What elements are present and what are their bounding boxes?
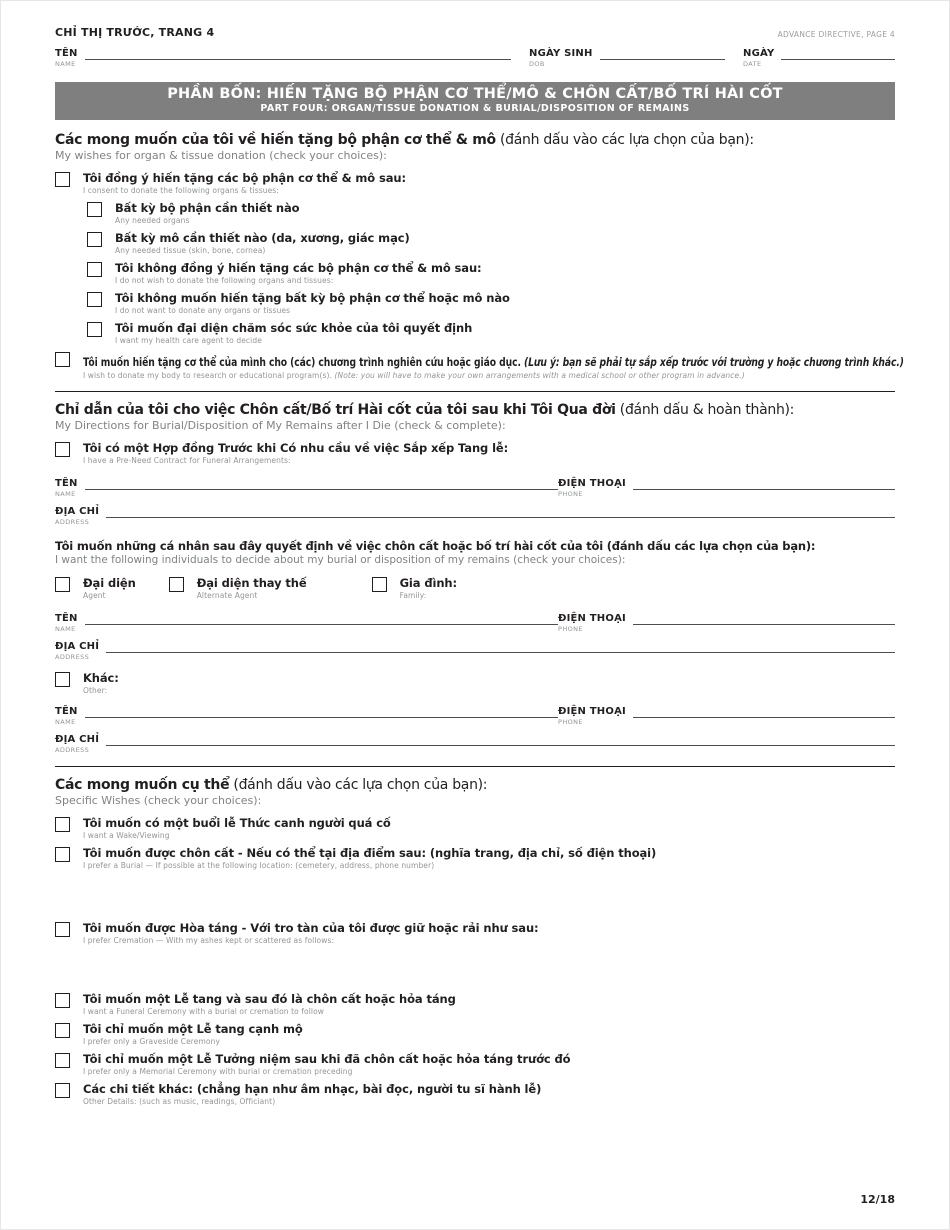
page-title-en: ADVANCE DIRECTIVE, PAGE 4 (777, 30, 895, 39)
family-choice (372, 576, 457, 601)
burial-heading: Chỉ dẫn của tôi cho việc Chôn cất/Bố trí Hài cốt của tôi sau khi Tôi Qua đời (đánh dấu & hoàn thành): (55, 402, 795, 418)
cremation-checkbox[interactable] (55, 922, 70, 937)
option-label-vi: Tôi chỉ muốn một Lễ tang cạnh mộ (83, 1022, 303, 1036)
agent-decide-checkbox[interactable] (87, 322, 102, 337)
option-label-vi: Bất kỳ bộ phận cần thiết nào (115, 201, 300, 215)
choice-label-vi: Đại diện thay thế (196, 576, 307, 590)
address-label-vi: ĐỊA CHỈ (55, 734, 100, 745)
preneed-phone-line[interactable] (633, 478, 895, 490)
funeral-ceremony-checkbox[interactable] (55, 993, 70, 1008)
no-donate-any-checkbox[interactable] (87, 292, 102, 307)
donation-consent-checkbox[interactable] (55, 172, 70, 187)
wishes-heading: Các mong muốn cụ thể (đánh dấu vào các lựa chọn của bạn): (55, 777, 488, 793)
option-label-en: I do not wish to donate the following organs and tissues: (115, 276, 334, 285)
option-label-vi: Tôi chỉ muốn một Lễ Tưởng niệm sau khi đã chôn cất hoặc hỏa táng trước đó (83, 1052, 571, 1066)
phone-label-en: PHONE (558, 625, 583, 633)
option-label-en: I prefer only a Memorial Ceremony with burial or cremation preceding (83, 1067, 353, 1076)
date-label-vi: NGÀY (743, 48, 775, 59)
option-label-en: I want a Wake/Viewing (83, 831, 170, 840)
name-label-vi: TÊN (55, 48, 78, 59)
page-number: 12/18 (860, 1193, 895, 1206)
identity-fields (55, 48, 895, 69)
option-label-vi: Tôi muốn có một buổi lễ Thức canh người quá cố (83, 816, 391, 830)
option-label-en: I consent to donate the following organs & tissues: (83, 186, 279, 195)
choice-label-vi: Đại diện (83, 576, 136, 590)
dob-input-line[interactable] (600, 48, 725, 60)
preneed-name-line[interactable] (85, 478, 558, 490)
name-label-en: NAME (55, 625, 76, 633)
donation-heading-en: My wishes for organ & tissue donation (check your choices): (55, 149, 387, 162)
other-address-line[interactable] (106, 734, 895, 746)
option-label-en: I do not want to donate any organs or tissues (115, 306, 291, 315)
name-label-en: NAME (55, 718, 76, 726)
option-label-en: I have a Pre-Need Contract for Funeral Arrangements: (83, 456, 291, 465)
preneed-contract-option (55, 441, 895, 466)
memorial-option (55, 1052, 895, 1077)
other-name-phone-row (55, 706, 895, 727)
donation-option-consent (55, 171, 895, 196)
donation-options (55, 171, 904, 381)
wishes-options (55, 816, 895, 1107)
other-address-field (55, 734, 895, 755)
decider-choices (55, 576, 895, 601)
address-label-vi: ĐỊA CHỈ (55, 641, 100, 652)
choice-label-en: Alternate Agent (196, 591, 258, 600)
option-label-vi (83, 355, 904, 369)
option-label-vi: Tôi muốn được Hòa táng - Với tro tàn của tôi được giữ hoặc rải như sau: (83, 921, 539, 935)
option-label-en: I want my health care agent to decide (115, 336, 262, 345)
option-label-en: Any needed organs (115, 216, 190, 225)
dob-label-en: DOB (529, 60, 545, 68)
body-donation-note-en: (Note: you will have to make your own arrangements with a medical school or other program in advance.) (334, 371, 745, 380)
other-phone-line[interactable] (633, 706, 895, 718)
burial-checkbox[interactable] (55, 847, 70, 862)
donation-heading: Các mong muốn của tôi về hiến tặng bộ phận cơ thể & mô (đánh dấu vào các lựa chọn của bạn): (55, 132, 754, 148)
other-details-checkbox[interactable] (55, 1083, 70, 1098)
address-label-en: ADDRESS (55, 518, 90, 526)
choice-label-vi: Gia đình: (399, 576, 457, 590)
donation-option-any-tissue (87, 231, 895, 256)
name-label-vi: TÊN (55, 613, 78, 624)
banner-title-en: PART FOUR: ORGAN/TISSUE DONATION & BURIAL/DISPOSITION OF REMAINS (260, 103, 690, 114)
burial-option (55, 846, 895, 871)
body-donation-text-en: I wish to donate my body to research or educational program(s). (83, 371, 335, 380)
body-donation-text: Tôi muốn hiến tặng cơ thể của mình cho (các) chương trình nghiên cứu hoặc giáo dục. (83, 355, 524, 369)
phone-label-vi: ĐIỆN THOẠI (558, 613, 626, 624)
choice-label-en: Agent (83, 591, 106, 600)
name-label-vi: TÊN (55, 478, 78, 489)
decider-phone-line[interactable] (633, 613, 895, 625)
preneed-name-field (55, 478, 558, 499)
wake-checkbox[interactable] (55, 817, 70, 832)
any-organs-checkbox[interactable] (87, 202, 102, 217)
funeral-ceremony-option (55, 992, 895, 1017)
option-label-en (83, 371, 895, 381)
option-label-vi: Tôi đồng ý hiến tặng các bộ phận cơ thể & mô sau: (83, 171, 406, 185)
name-label-en: NAME (55, 490, 76, 498)
date-input-line[interactable] (781, 48, 895, 60)
donation-option-body-donation (55, 351, 904, 381)
option-label-vi: Tôi có một Hợp đồng Trước khi Có nhu cầu về việc Sắp xếp Tang lễ: (83, 441, 509, 455)
preneed-address-line[interactable] (106, 506, 895, 518)
dob-label-vi: NGÀY SINH (529, 48, 593, 59)
option-label-vi: Tôi muốn được chôn cất - Nếu có thể tại địa điểm sau: (nghĩa trang, địa chỉ, số điện thoại) (83, 846, 657, 860)
page-header (55, 26, 895, 39)
wishes-heading-en: Specific Wishes (check your choices): (55, 794, 262, 807)
graveside-option (55, 1022, 895, 1047)
address-label-en: ADDRESS (55, 653, 90, 661)
donation-option-agent-decides (87, 321, 895, 346)
option-label-en: Other: (83, 686, 108, 695)
option-label-en: Other Details: (such as music, readings, Officiant) (83, 1097, 276, 1106)
decider-address-field (55, 641, 895, 662)
name-input-line[interactable] (85, 48, 511, 60)
preneed-address-row (55, 506, 895, 527)
preneed-address-field (55, 506, 895, 527)
dob-field (529, 48, 725, 69)
decider-address-line[interactable] (106, 641, 895, 653)
option-label-vi: Tôi không đồng ý hiến tặng các bộ phận cơ thể & mô sau: (115, 261, 482, 275)
donation-option-no-any (87, 291, 895, 316)
option-label-vi: Bất kỳ mô cần thiết nào (da, xương, giác mạc) (115, 231, 410, 245)
banner-title-vi: PHẦN BỐN: HIẾN TẶNG BỘ PHẬN CƠ THỂ/MÔ & CHÔN CẤT/BỐ TRÍ HÀI CỐT (167, 86, 783, 102)
option-label-en: I prefer a Burial — If possible at the following location: (cemetery, address, phone number) (83, 861, 435, 870)
decider-name-phone-row (55, 613, 895, 634)
other-name-line[interactable] (85, 706, 558, 718)
graveside-checkbox[interactable] (55, 1023, 70, 1038)
phone-label-vi: ĐIỆN THOẠI (558, 478, 626, 489)
wake-option (55, 816, 895, 841)
name-label-vi: TÊN (55, 706, 78, 717)
any-tissue-checkbox[interactable] (87, 232, 102, 247)
choice-label-en: Family: (399, 591, 427, 600)
preneed-phone-field (558, 478, 895, 499)
no-donate-listed-checkbox[interactable] (87, 262, 102, 277)
date-field (743, 48, 895, 69)
other-details-option (55, 1082, 895, 1107)
body-donation-checkbox[interactable] (55, 352, 70, 367)
individuals-heading-en: I want the following individuals to decide about my burial or disposition of my remains (check your choices): (55, 554, 626, 566)
option-label-en: I prefer Cremation — With my ashes kept or scattered as follows: (83, 936, 335, 945)
option-label-en: I prefer only a Graveside Ceremony (83, 1037, 221, 1046)
option-label-vi: Tôi không muốn hiến tặng bất kỳ bộ phận cơ thể hoặc mô nào (115, 291, 510, 305)
address-label-vi: ĐỊA CHỈ (55, 506, 100, 517)
address-label-en: ADDRESS (55, 746, 90, 754)
individuals-heading: Tôi muốn những cá nhân sau đây quyết định về việc chôn cất hoặc bố trí hài cốt của tôi (đánh dấu các lựa chọn của bạn): (55, 539, 816, 553)
section-divider (55, 391, 895, 392)
donation-option-any-organs (87, 201, 895, 226)
preneed-contract-checkbox[interactable] (55, 442, 70, 457)
other-decider-option (55, 671, 895, 696)
option-label-vi: Khác: (83, 671, 119, 685)
option-label-vi: Các chi tiết khác: (chẳng hạn như âm nhạc, bài đọc, người tu sĩ hành lễ) (83, 1082, 542, 1096)
family-checkbox[interactable] (372, 577, 387, 592)
date-label-en: DATE (743, 60, 762, 68)
section-divider (55, 766, 895, 767)
phone-label-en: PHONE (558, 718, 583, 726)
decider-name-field (55, 613, 558, 634)
agent-checkbox[interactable] (55, 577, 70, 592)
other-phone-field (558, 706, 895, 727)
option-label-vi: Tôi muốn một Lễ tang và sau đó là chôn cất hoặc hỏa táng (83, 992, 456, 1006)
phone-label-en: PHONE (558, 490, 583, 498)
page-title-vi: CHỈ THỊ TRƯỚC, TRANG 4 (55, 26, 215, 39)
preneed-name-phone-row (55, 478, 895, 499)
decider-name-line[interactable] (85, 613, 558, 625)
option-label-vi: Tôi muốn đại diện chăm sóc sức khỏe của tôi quyết định (115, 321, 473, 335)
other-decider-checkbox[interactable] (55, 672, 70, 687)
option-label-en: Any needed tissue (skin, bone, cornea) (115, 246, 266, 255)
option-label-en: I want a Funeral Ceremony with a burial or cremation to follow (83, 1007, 325, 1016)
decider-phone-field (558, 613, 895, 634)
body-donation-note: (Lưu ý: bạn sẽ phải tự sắp xếp trước với trường y hoặc chương trình khác.) (523, 355, 904, 369)
other-address-row (55, 734, 895, 755)
burial-heading-en: My Directions for Burial/Disposition of My Remains after I Die (check & complete): (55, 419, 506, 432)
other-name-field (55, 706, 558, 727)
name-field (55, 48, 511, 69)
cremation-option (55, 921, 895, 946)
donation-option-no-listed (87, 261, 895, 286)
phone-label-vi: ĐIỆN THOẠI (558, 706, 626, 717)
memorial-checkbox[interactable] (55, 1053, 70, 1068)
agent-choice (55, 576, 136, 601)
decider-address-row (55, 641, 895, 662)
name-label-en: NAME (55, 60, 76, 68)
alternate-agent-choice (169, 576, 307, 601)
section-banner (55, 82, 895, 120)
alternate-agent-checkbox[interactable] (169, 577, 184, 592)
